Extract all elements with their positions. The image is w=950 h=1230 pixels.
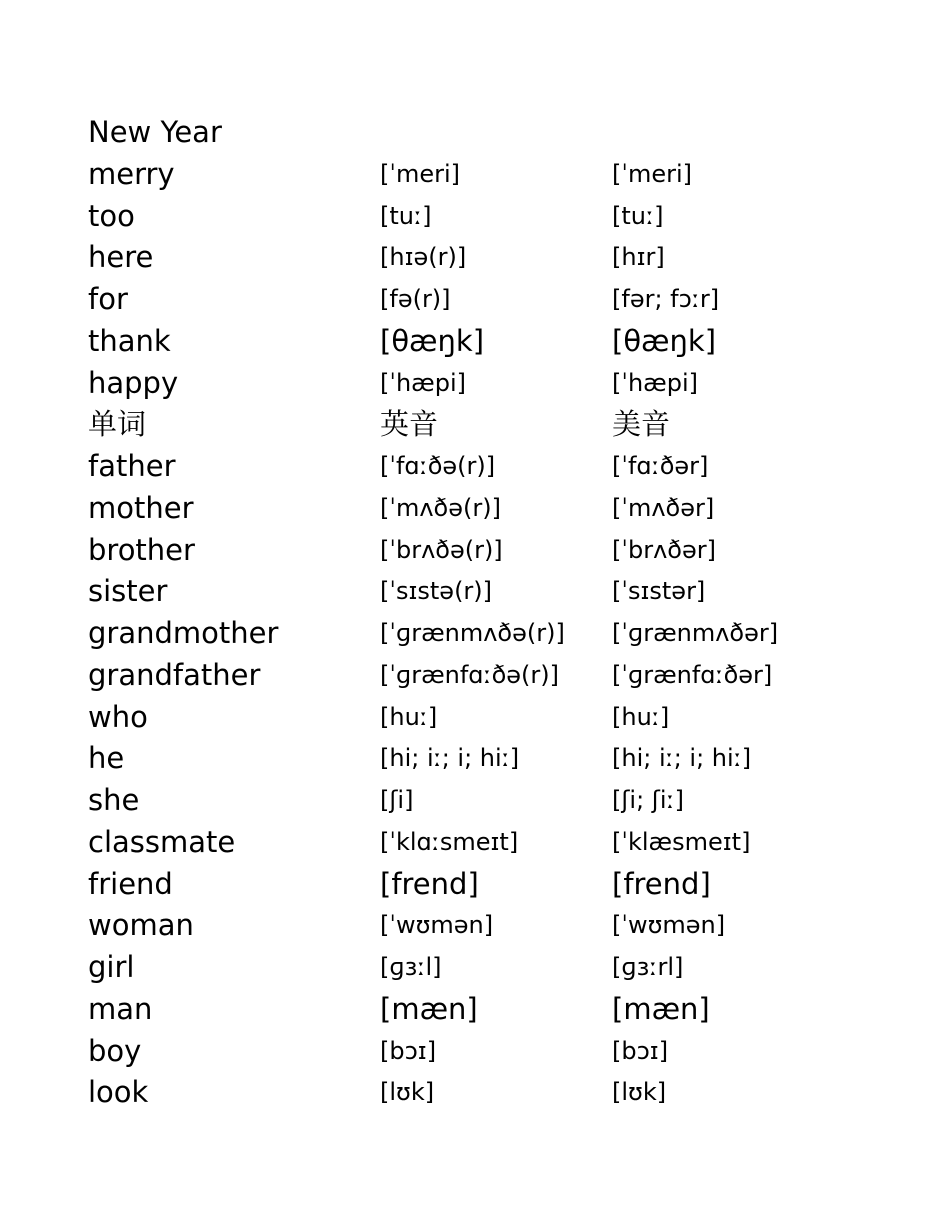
uk-phonetic-cell: [ˈhæpi] — [380, 368, 467, 397]
uk-phonetic-cell: [ˈklɑːsmeɪt] — [380, 827, 519, 856]
vocab-row — [88, 321, 888, 363]
word-cell: classmate — [88, 824, 236, 859]
word-cell: too — [88, 198, 135, 233]
word-cell: grandmother — [88, 616, 279, 650]
word-cell: he — [88, 741, 125, 776]
word-cell: look — [88, 1075, 149, 1110]
word-cell: man — [88, 991, 153, 1026]
us-phonetic-cell: [ˈmʌðər] — [612, 493, 715, 522]
vocab-row — [88, 738, 888, 780]
uk-phonetic-cell: [θæŋk] — [380, 323, 485, 358]
vocab-row — [88, 279, 888, 321]
word-cell: mother — [88, 490, 194, 525]
us-phonetic-cell: [ˈmeri] — [612, 159, 693, 188]
vocab-row — [88, 613, 888, 655]
vocab-row — [88, 530, 888, 572]
us-phonetic-cell: [ˈɡrænfɑːðər] — [612, 660, 773, 689]
uk-phonetic-cell: [bɔɪ] — [380, 1036, 437, 1065]
word-cell: happy — [88, 365, 179, 400]
us-phonetic-cell: [hɪr] — [612, 243, 665, 272]
word-cell: thank — [88, 323, 171, 358]
uk-phonetic-cell: [ʃi] — [380, 786, 414, 814]
word-cell: merry — [88, 156, 175, 191]
uk-phonetic-cell: [ˈmeri] — [380, 159, 461, 188]
word-cell: father — [88, 449, 176, 483]
title-row — [88, 112, 888, 154]
vocabulary-list — [88, 112, 888, 1114]
vocab-row — [88, 655, 888, 697]
us-phonetic-cell: [ˈklæsmeɪt] — [612, 827, 751, 856]
uk-phonetic-cell: [frend] — [380, 866, 479, 901]
vocab-row — [88, 947, 888, 989]
uk-phonetic-cell: [ˈɡrænfɑːðə(r)] — [380, 660, 560, 689]
us-phonetic-cell: [ɡɜːrl] — [612, 953, 684, 981]
word-cell: friend — [88, 866, 173, 901]
uk-phonetic-cell: [hi; iː; i; hiː] — [380, 744, 520, 773]
word-cell: she — [88, 783, 140, 817]
word-cell: here — [88, 240, 154, 275]
column-header-word: 单词 — [88, 407, 147, 442]
vocab-row — [88, 363, 888, 405]
uk-phonetic-cell: [ɡɜːl] — [380, 953, 442, 981]
uk-phonetic-cell: [ˈɡrænmʌðə(r)] — [380, 619, 565, 647]
uk-phonetic-cell: [mæn] — [380, 991, 478, 1026]
vocab-row — [88, 571, 888, 613]
us-phonetic-cell: [hi; iː; i; hiː] — [612, 744, 752, 773]
us-phonetic-cell: [ˈwʊmən] — [612, 911, 726, 940]
vocab-row — [88, 1031, 888, 1073]
vocab-row — [88, 989, 888, 1031]
uk-phonetic-cell: [hɪə(r)] — [380, 243, 467, 272]
us-phonetic-cell: [θæŋk] — [612, 323, 717, 358]
uk-phonetic-cell: [huː] — [380, 702, 438, 731]
word-cell: girl — [88, 950, 135, 984]
page-title: New Year — [88, 115, 222, 149]
column-header-us: 美音 — [612, 407, 671, 442]
us-phonetic-cell: [ˈsɪstər] — [612, 577, 706, 606]
vocab-row — [88, 780, 888, 822]
vocab-row — [88, 446, 888, 488]
us-phonetic-cell: [bɔɪ] — [612, 1036, 669, 1065]
word-cell: grandfather — [88, 657, 261, 692]
word-cell: brother — [88, 532, 195, 567]
vocab-row — [88, 1072, 888, 1114]
vocab-row — [88, 488, 888, 530]
us-phonetic-cell: [ˈfɑːðər] — [612, 452, 709, 480]
us-phonetic-cell: [mæn] — [612, 991, 710, 1026]
uk-phonetic-cell: [lʊk] — [380, 1078, 435, 1107]
uk-phonetic-cell: [tuː] — [380, 201, 432, 230]
word-cell: sister — [88, 574, 168, 609]
uk-phonetic-cell: [ˈfɑːðə(r)] — [380, 452, 496, 480]
us-phonetic-cell: [ˈhæpi] — [612, 368, 699, 397]
vocab-row — [88, 237, 888, 279]
us-phonetic-cell: [tuː] — [612, 201, 664, 230]
word-cell: boy — [88, 1033, 142, 1068]
header-row — [88, 404, 888, 446]
vocab-row — [88, 196, 888, 238]
vocab-row — [88, 154, 888, 196]
us-phonetic-cell: [frend] — [612, 866, 711, 901]
us-phonetic-cell: [ˈbrʌðər] — [612, 535, 716, 564]
column-header-uk: 英音 — [380, 407, 439, 442]
uk-phonetic-cell: [ˈwʊmən] — [380, 911, 494, 940]
vocab-row — [88, 697, 888, 739]
uk-phonetic-cell: [fə(r)] — [380, 285, 451, 313]
word-cell: for — [88, 282, 128, 316]
us-phonetic-cell: [lʊk] — [612, 1078, 667, 1107]
us-phonetic-cell: [ʃi; ʃiː] — [612, 786, 684, 814]
word-cell: woman — [88, 908, 194, 943]
vocab-row — [88, 905, 888, 947]
us-phonetic-cell: [huː] — [612, 702, 670, 731]
uk-phonetic-cell: [ˈbrʌðə(r)] — [380, 535, 503, 564]
uk-phonetic-cell: [ˈmʌðə(r)] — [380, 493, 501, 522]
word-cell: who — [88, 699, 148, 734]
vocab-row — [88, 822, 888, 864]
uk-phonetic-cell: [ˈsɪstə(r)] — [380, 577, 493, 606]
us-phonetic-cell: [ˈɡrænmʌðər] — [612, 619, 779, 647]
vocab-row — [88, 864, 888, 906]
us-phonetic-cell: [fər; fɔːr] — [612, 285, 720, 313]
